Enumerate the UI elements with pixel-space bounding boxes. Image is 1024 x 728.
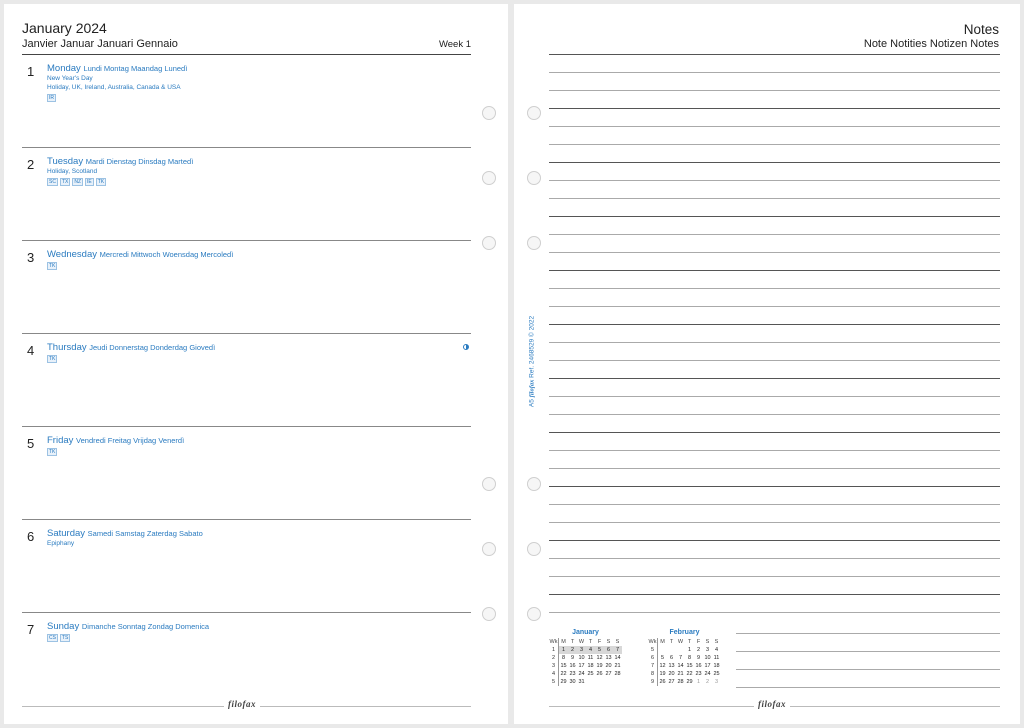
calendar-cell: 29 xyxy=(560,679,567,685)
day-name: Friday Vendredi Freitag Vrijdag Venerdì xyxy=(47,435,185,446)
ring-hole xyxy=(482,236,496,250)
calendar-cell xyxy=(613,678,622,686)
ring-hole xyxy=(482,542,496,556)
calendar-cell xyxy=(676,646,685,654)
day-name-translations: Jeudi Donnerstag Donderdag Giovedì xyxy=(89,343,216,352)
calendar-cell: 28 xyxy=(677,679,684,685)
week-badge: NZ xyxy=(74,179,82,185)
calendar-header-cell: M xyxy=(561,639,566,645)
calendar-cell: 21 xyxy=(614,663,621,669)
calendar-cell: 23 xyxy=(569,671,576,677)
ruled-line xyxy=(549,486,1000,487)
ruled-line xyxy=(549,234,1000,235)
calendar-cell: 14 xyxy=(614,655,621,661)
calendar-cell: 19 xyxy=(659,671,666,677)
day-name-translations: Vendredi Freitag Vrijdag Venerdì xyxy=(76,436,185,445)
calendar-cell: 1 xyxy=(687,647,692,653)
calendar-cell: 26 xyxy=(659,679,666,685)
ring-hole xyxy=(482,171,496,185)
calendar-header-cell: T xyxy=(570,639,575,645)
calendar-cell: 6 xyxy=(648,654,658,662)
ruled-line xyxy=(549,144,1000,145)
calendar-cell: 27 xyxy=(668,679,675,685)
ruled-line xyxy=(549,414,1000,415)
calendar-cell: 12 xyxy=(596,655,603,661)
week-number: Week 1 xyxy=(438,39,471,50)
day-number: 6 xyxy=(27,529,35,544)
ruled-line xyxy=(549,432,1000,433)
calendar-cell xyxy=(604,678,613,686)
calendar-cell: 13 xyxy=(668,663,675,669)
calendar-cell: 2 xyxy=(705,679,710,685)
week-badges xyxy=(47,634,72,642)
week-badge: TX xyxy=(61,179,69,185)
product-reference: A5 filofax Ref. 2468529 © 2022 xyxy=(528,315,536,408)
ring-hole xyxy=(527,542,541,556)
calendar-cell: 17 xyxy=(578,663,585,669)
ruled-line xyxy=(549,162,1000,163)
calendar-cell: 24 xyxy=(578,671,585,677)
ruled-line xyxy=(549,468,1000,469)
ring-hole xyxy=(527,236,541,250)
calendar-cell: 8 xyxy=(687,655,692,661)
calendar-cell: 11 xyxy=(713,655,720,661)
calendar-header-cell: S xyxy=(714,639,719,645)
ruled-line xyxy=(549,594,1000,595)
calendar-cell: 15 xyxy=(686,663,693,669)
ring-hole xyxy=(482,106,496,120)
ruled-line xyxy=(549,522,1000,523)
calendar-cell: 1 xyxy=(559,646,569,654)
ruled-line xyxy=(549,612,1000,613)
week-badge: SC xyxy=(49,179,56,185)
calendar-cell: 2 xyxy=(696,647,701,653)
calendar-header-cell: F xyxy=(696,639,701,645)
filofax-logo: filofax xyxy=(224,699,260,709)
calendar-cell: 22 xyxy=(686,671,693,677)
calendar-cell: 1 xyxy=(549,646,559,654)
calendar-cell: 3 xyxy=(705,647,710,653)
calendar-cell: 9 xyxy=(570,655,575,661)
ruled-line xyxy=(549,288,1000,289)
ring-hole xyxy=(482,607,496,621)
month-title: January 2024 xyxy=(22,20,107,36)
calendar-cell: 17 xyxy=(704,663,711,669)
calendar-cell: 4 xyxy=(549,670,559,678)
calendar-cell: 9 xyxy=(648,678,658,686)
week-badge: IE xyxy=(87,179,92,185)
day-name: Sunday Dimanche Sonntag Zondag Domenica xyxy=(47,621,210,632)
week-badges xyxy=(47,448,59,456)
ring-hole xyxy=(482,477,496,491)
ring-hole xyxy=(527,477,541,491)
calendar-cell: 10 xyxy=(704,655,711,661)
right-page-notes xyxy=(514,4,1020,724)
week-badge: TK xyxy=(97,179,105,185)
mini-calendar-title: February xyxy=(669,629,700,636)
day-number: 5 xyxy=(27,436,35,451)
month-translations: Janvier Januar Januari Gennaio xyxy=(22,38,178,50)
ruled-line xyxy=(549,378,1000,379)
week-badge: TS xyxy=(61,635,69,641)
calendar-cell: 18 xyxy=(713,663,720,669)
day-block[interactable] xyxy=(22,148,471,240)
calendar-header-cell: F xyxy=(597,639,602,645)
calendar-cell: 31 xyxy=(578,679,585,685)
day-note: Holiday, UK, Ireland, Australia, Canada & USA xyxy=(47,84,181,91)
calendar-cell xyxy=(586,678,595,686)
ruled-line xyxy=(549,180,1000,181)
day-number: 4 xyxy=(27,343,35,358)
week-badge: IR xyxy=(49,95,54,101)
calendar-cell: 5 xyxy=(660,655,665,661)
calendar-cell: 25 xyxy=(587,671,594,677)
calendar-cell: 18 xyxy=(587,663,594,669)
calendar-cell: 5 xyxy=(648,646,658,654)
ruled-line xyxy=(736,651,1000,652)
ruled-line xyxy=(549,576,1000,577)
ruled-line xyxy=(549,396,1000,397)
week-badge: TK xyxy=(49,356,56,362)
ruled-line xyxy=(736,687,1000,688)
day-number: 7 xyxy=(27,622,35,637)
ruled-line xyxy=(736,633,1000,634)
ring-hole xyxy=(527,607,541,621)
calendar-header-cell: T xyxy=(687,639,692,645)
week-badge: CS xyxy=(49,635,56,641)
day-name-translations: Lundi Montag Maandag Lunedì xyxy=(83,64,188,73)
mini-calendar-title: January xyxy=(572,629,599,636)
ruled-line xyxy=(549,126,1000,127)
day-note: Holiday, Scotland xyxy=(47,168,98,175)
calendar-cell: 2 xyxy=(549,654,559,662)
left-page-week-view xyxy=(4,4,508,724)
notes-title: Notes xyxy=(963,22,999,37)
ruled-line xyxy=(549,72,1000,73)
calendar-cell: 5 xyxy=(595,646,604,654)
day-number: 3 xyxy=(27,250,35,265)
calendar-header-cell: W xyxy=(677,639,684,645)
ruled-line xyxy=(549,540,1000,541)
calendar-cell: 22 xyxy=(560,671,567,677)
day-name: Tuesday Mardi Dienstag Dinsdag Martedì xyxy=(47,156,194,167)
calendar-cell: 7 xyxy=(648,662,658,670)
day-name-translations: Dimanche Sonntag Zondag Domenica xyxy=(81,622,210,631)
calendar-cell: 10 xyxy=(578,655,585,661)
calendar-cell: 6 xyxy=(604,646,613,654)
ruled-line xyxy=(549,360,1000,361)
calendar-cell: 24 xyxy=(704,671,711,677)
calendar-cell: 6 xyxy=(669,655,674,661)
calendar-cell: 14 xyxy=(677,663,684,669)
day-block[interactable] xyxy=(22,520,471,612)
ruled-line xyxy=(549,504,1000,505)
mini-calendar-january xyxy=(549,629,622,686)
calendar-header-cell: Wk xyxy=(549,639,558,645)
day-block[interactable] xyxy=(22,427,471,519)
week-badges xyxy=(47,262,59,270)
calendar-cell: 9 xyxy=(696,655,701,661)
calendar-cell: 7 xyxy=(678,655,683,661)
week-badges xyxy=(47,355,59,363)
calendar-cell: 15 xyxy=(560,663,567,669)
ruled-line xyxy=(736,669,1000,670)
ruled-line xyxy=(549,252,1000,253)
calendar-cell: 19 xyxy=(596,663,603,669)
calendar-cell xyxy=(595,678,604,686)
calendar-cell: 27 xyxy=(605,671,612,677)
day-name-translations: Mercredi Mittwoch Woensdag Mercoledì xyxy=(99,250,234,259)
calendar-cell: 5 xyxy=(549,678,559,686)
moon-phase-icon xyxy=(463,344,469,350)
day-name-translations: Mardi Dienstag Dinsdag Martedì xyxy=(85,157,194,166)
day-block[interactable] xyxy=(22,55,471,147)
day-block[interactable] xyxy=(22,334,471,426)
calendar-header-cell: Wk xyxy=(648,639,657,645)
calendar-cell: 26 xyxy=(596,671,603,677)
filofax-logo: filofax xyxy=(754,699,790,709)
week-badges xyxy=(47,94,58,102)
calendar-cell: 2 xyxy=(568,646,577,654)
calendar-header-cell: S xyxy=(615,639,620,645)
calendar-cell: 4 xyxy=(714,647,719,653)
calendar-cell: 28 xyxy=(614,671,621,677)
mini-calendar-february xyxy=(648,629,721,686)
calendar-cell: 8 xyxy=(648,670,658,678)
day-block[interactable] xyxy=(22,613,471,705)
day-name-translations: Samedi Samstag Zaterdag Sabato xyxy=(87,529,203,538)
ring-hole xyxy=(527,106,541,120)
calendar-cell xyxy=(667,646,676,654)
ruled-line xyxy=(549,342,1000,343)
ruled-line xyxy=(549,54,1000,55)
calendar-cell: 13 xyxy=(605,655,612,661)
calendar-cell: 21 xyxy=(677,671,684,677)
week-badges xyxy=(47,178,108,186)
calendar-cell: 30 xyxy=(569,679,576,685)
week-badge: TK xyxy=(49,449,56,455)
ruled-line xyxy=(549,270,1000,271)
ruled-line xyxy=(549,216,1000,217)
calendar-cell: 23 xyxy=(695,671,702,677)
day-name: Saturday Samedi Samstag Zaterdag Sabato xyxy=(47,528,203,539)
day-name: Wednesday Mercredi Mittwoch Woensdag Mercoledì xyxy=(47,249,234,260)
notes-translations: Note Notities Notizen Notes xyxy=(863,38,999,50)
calendar-cell: 8 xyxy=(561,655,566,661)
calendar-cell: 20 xyxy=(668,671,675,677)
day-name: Monday Lundi Montag Maandag Lunedì xyxy=(47,63,188,74)
calendar-header-cell: W xyxy=(578,639,585,645)
ruled-line xyxy=(549,450,1000,451)
calendar-cell: 12 xyxy=(659,663,666,669)
calendar-cell: 7 xyxy=(613,646,622,654)
calendar-cell xyxy=(658,646,668,654)
day-note: Epiphany xyxy=(47,540,75,547)
ruled-line xyxy=(549,198,1000,199)
day-number: 2 xyxy=(27,157,35,172)
calendar-cell: 16 xyxy=(695,663,702,669)
ruled-line xyxy=(549,558,1000,559)
ruled-line xyxy=(549,324,1000,325)
day-name: Thursday Jeudi Donnerstag Donderdag Giovedì xyxy=(47,342,216,353)
calendar-cell: 25 xyxy=(713,671,720,677)
calendar-cell: 29 xyxy=(686,679,693,685)
ruled-line xyxy=(549,306,1000,307)
ring-hole xyxy=(527,171,541,185)
week-badge: TK xyxy=(49,263,56,269)
ruled-line xyxy=(549,90,1000,91)
day-note: New Year's Day xyxy=(47,75,93,82)
calendar-cell: 20 xyxy=(605,663,612,669)
calendar-cell: 16 xyxy=(569,663,576,669)
calendar-header-cell: T xyxy=(669,639,674,645)
calendar-cell: 11 xyxy=(587,655,594,661)
calendar-cell: 4 xyxy=(586,646,595,654)
ruled-line xyxy=(549,108,1000,109)
day-block[interactable] xyxy=(22,241,471,333)
calendar-header-cell: T xyxy=(588,639,593,645)
calendar-cell: 3 xyxy=(577,646,586,654)
day-number: 1 xyxy=(27,64,35,79)
calendar-cell: 3 xyxy=(549,662,559,670)
calendar-cell: 3 xyxy=(714,679,719,685)
calendar-header-cell: S xyxy=(705,639,710,645)
calendar-header-cell: M xyxy=(660,639,665,645)
calendar-cell: 1 xyxy=(696,679,701,685)
calendar-header-cell: S xyxy=(606,639,611,645)
